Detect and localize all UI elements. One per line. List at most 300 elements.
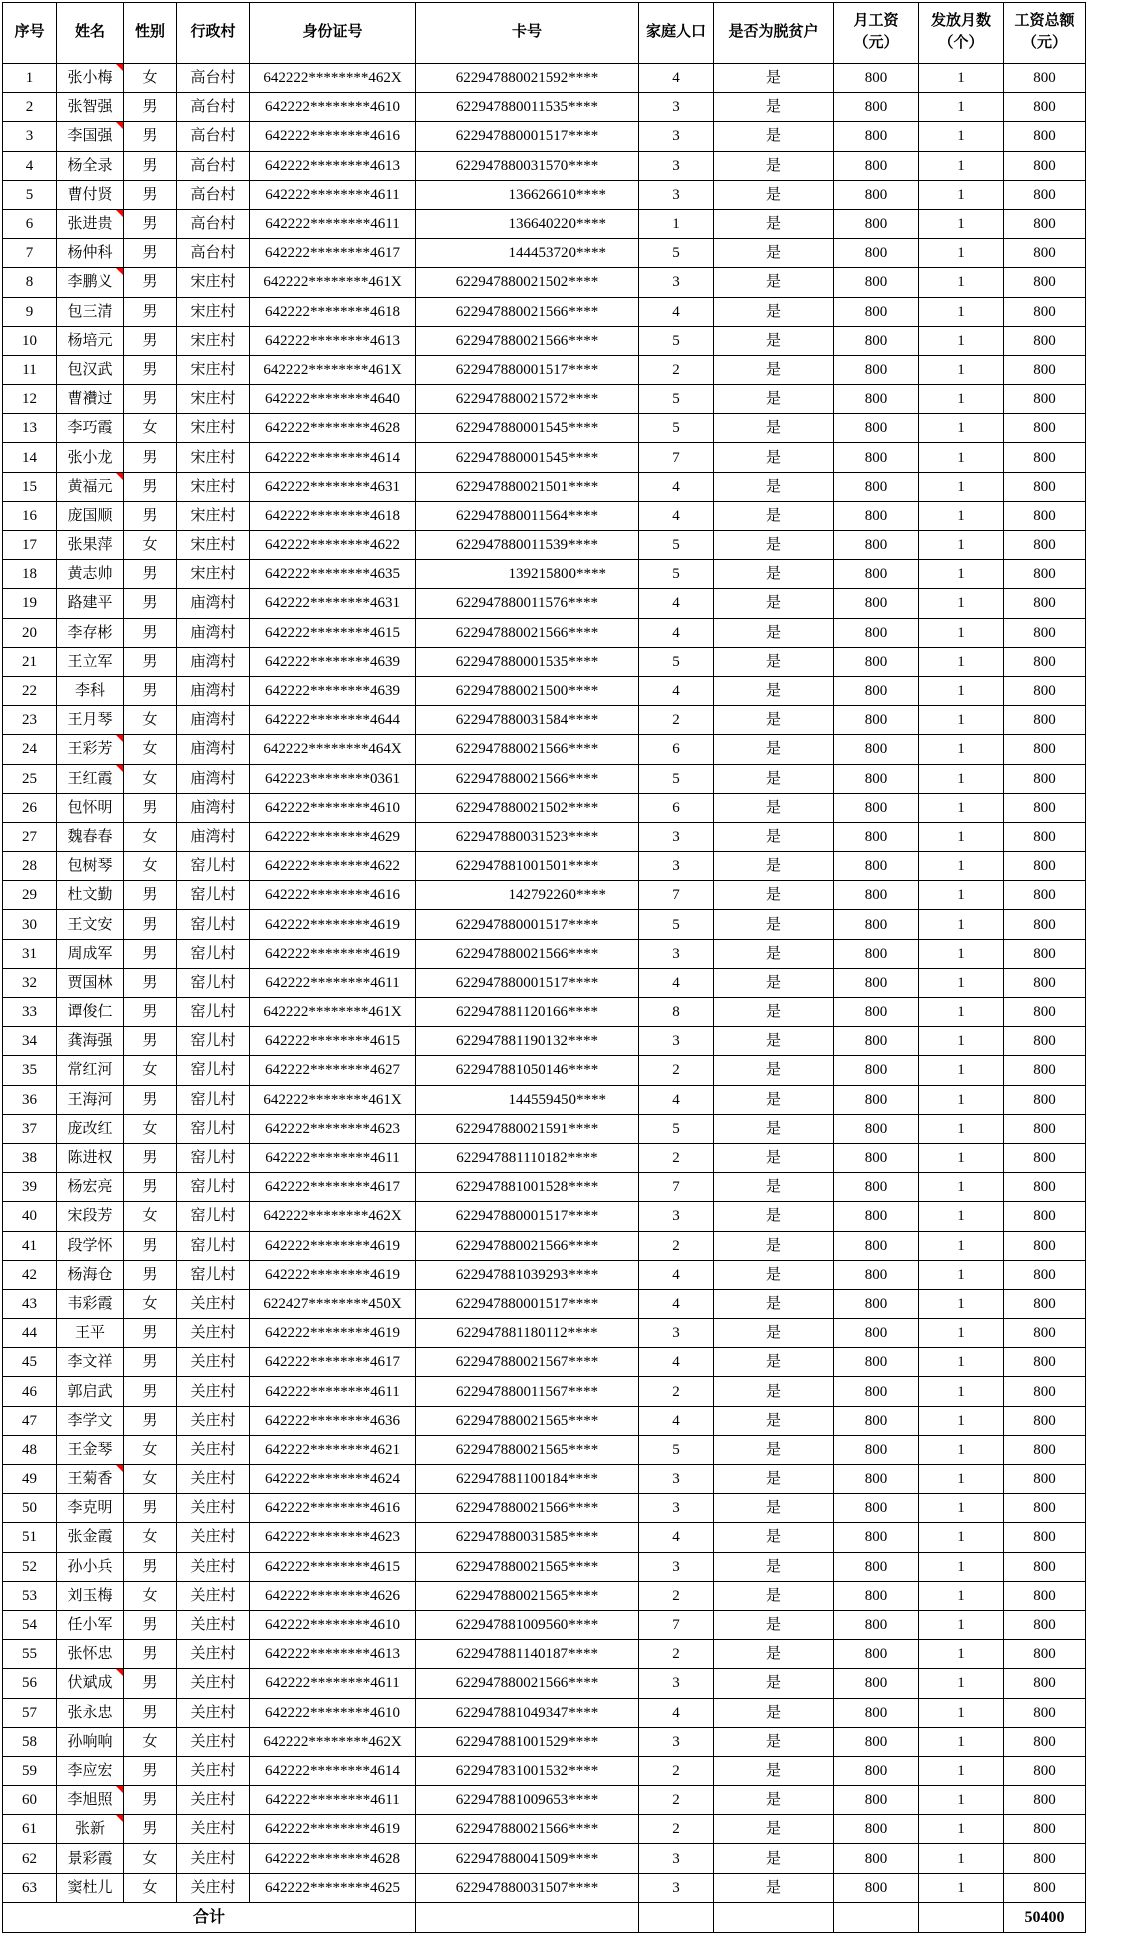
cell-monthly_wage: 800	[834, 968, 919, 997]
cell-poverty_status: 是	[714, 647, 834, 676]
cell-months_paid: 1	[919, 735, 1004, 764]
cell-seq: 61	[3, 1815, 57, 1844]
cell-seq: 63	[3, 1873, 57, 1902]
cell-name: 伏斌成	[57, 1669, 124, 1698]
cell-id_number: 642222********4617	[250, 1173, 416, 1202]
cell-gender: 男	[124, 326, 177, 355]
cell-gender: 女	[124, 64, 177, 93]
cell-poverty_status: 是	[714, 939, 834, 968]
table-row	[3, 1756, 1086, 1785]
cell-name: 王红霞	[57, 764, 124, 793]
cell-months_paid: 1	[919, 1756, 1004, 1785]
cell-monthly_wage: 800	[834, 414, 919, 443]
header-row	[3, 3, 1086, 64]
cell-poverty_status: 是	[714, 1231, 834, 1260]
cell-card_number: 622947881039293****	[416, 1260, 639, 1289]
cell-seq: 10	[3, 326, 57, 355]
cell-id_number: 642222********4623	[250, 1523, 416, 1552]
cell-seq: 1	[3, 64, 57, 93]
cell-name: 李旭照	[57, 1786, 124, 1815]
cell-id_number: 642222********4623	[250, 1114, 416, 1143]
cell-months_paid: 1	[919, 355, 1004, 384]
cell-village: 窑儿村	[177, 939, 250, 968]
cell-id_number: 642222********4640	[250, 385, 416, 414]
cell-poverty_status: 是	[714, 443, 834, 472]
cell-monthly_wage: 800	[834, 326, 919, 355]
header-name: 姓名	[57, 3, 124, 64]
cell-monthly_wage: 800	[834, 180, 919, 209]
cell-total_wage: 800	[1004, 239, 1086, 268]
cell-seq: 34	[3, 1027, 57, 1056]
cell-village: 高台村	[177, 93, 250, 122]
cell-monthly_wage: 800	[834, 1610, 919, 1639]
cell-total_wage: 800	[1004, 939, 1086, 968]
cell-name: 包汉武	[57, 355, 124, 384]
cell-seq: 62	[3, 1844, 57, 1873]
cell-poverty_status: 是	[714, 64, 834, 93]
cell-poverty_status: 是	[714, 326, 834, 355]
cell-name: 张果萍	[57, 531, 124, 560]
cell-id_number: 642222********4619	[250, 910, 416, 939]
cell-seq: 13	[3, 414, 57, 443]
cell-card_number: 622947880031570****	[416, 151, 639, 180]
cell-poverty_status: 是	[714, 268, 834, 297]
cell-name: 杨海仓	[57, 1260, 124, 1289]
cell-monthly_wage: 800	[834, 268, 919, 297]
cell-poverty_status: 是	[714, 1552, 834, 1581]
cell-id_number: 642222********4613	[250, 151, 416, 180]
table-row	[3, 1815, 1086, 1844]
cell-poverty_status: 是	[714, 1173, 834, 1202]
cell-card_number: 622947880001517****	[416, 1289, 639, 1318]
table-row	[3, 1319, 1086, 1348]
cell-id_number: 642222********4611	[250, 1786, 416, 1815]
cell-gender: 男	[124, 998, 177, 1027]
table-row	[3, 1610, 1086, 1639]
cell-card_number: 622947880001517****	[416, 1202, 639, 1231]
cell-gender: 男	[124, 355, 177, 384]
cell-total_wage: 800	[1004, 1815, 1086, 1844]
cell-gender: 女	[124, 1727, 177, 1756]
cell-months_paid: 1	[919, 852, 1004, 881]
cell-family_size: 4	[639, 1348, 714, 1377]
cell-poverty_status: 是	[714, 1085, 834, 1114]
cell-family_size: 3	[639, 268, 714, 297]
cell-months_paid: 1	[919, 1581, 1004, 1610]
cell-card_number: 622947880021566****	[416, 939, 639, 968]
cell-total_wage: 800	[1004, 268, 1086, 297]
cell-card_number: 622947880021500****	[416, 676, 639, 705]
cell-name: 李克明	[57, 1494, 124, 1523]
cell-gender: 男	[124, 151, 177, 180]
cell-gender: 男	[124, 793, 177, 822]
cell-monthly_wage: 800	[834, 589, 919, 618]
cell-village: 宋庄村	[177, 385, 250, 414]
cell-family_size: 3	[639, 1319, 714, 1348]
cell-seq: 5	[3, 180, 57, 209]
table-row	[3, 239, 1086, 268]
cell-seq: 19	[3, 589, 57, 618]
cell-poverty_status: 是	[714, 881, 834, 910]
cell-months_paid: 1	[919, 560, 1004, 589]
table-row	[3, 531, 1086, 560]
cell-family_size: 5	[639, 910, 714, 939]
cell-id_number: 642222********4611	[250, 1669, 416, 1698]
cell-family_size: 4	[639, 1260, 714, 1289]
cell-family_size: 5	[639, 414, 714, 443]
cell-village: 窑儿村	[177, 1231, 250, 1260]
cell-poverty_status: 是	[714, 180, 834, 209]
cell-poverty_status: 是	[714, 209, 834, 238]
cell-seq: 17	[3, 531, 57, 560]
cell-seq: 27	[3, 822, 57, 851]
cell-card_number: 622947880021591****	[416, 1114, 639, 1143]
cell-months_paid: 1	[919, 1494, 1004, 1523]
table-row	[3, 1231, 1086, 1260]
cell-gender: 男	[124, 618, 177, 647]
cell-village: 关庄村	[177, 1640, 250, 1669]
cell-family_size: 2	[639, 706, 714, 735]
cell-id_number: 642222********462X	[250, 1202, 416, 1231]
cell-village: 庙湾村	[177, 735, 250, 764]
cell-seq: 20	[3, 618, 57, 647]
cell-card_number: 622947831001532****	[416, 1756, 639, 1785]
table-row	[3, 1202, 1086, 1231]
cell-months_paid: 1	[919, 1085, 1004, 1114]
cell-village: 关庄村	[177, 1581, 250, 1610]
cell-seq: 7	[3, 239, 57, 268]
total-empty-card_number	[416, 1902, 639, 1932]
cell-id_number: 642222********461X	[250, 355, 416, 384]
cell-card_number: 622947881120166****	[416, 998, 639, 1027]
table-row	[3, 1173, 1086, 1202]
cell-village: 关庄村	[177, 1815, 250, 1844]
cell-name: 王海河	[57, 1085, 124, 1114]
cell-total_wage: 800	[1004, 1610, 1086, 1639]
cell-village: 关庄村	[177, 1377, 250, 1406]
cell-id_number: 642222********4639	[250, 676, 416, 705]
cell-name: 王彩芳	[57, 735, 124, 764]
cell-name: 张进贵	[57, 209, 124, 238]
cell-family_size: 3	[639, 151, 714, 180]
cell-monthly_wage: 800	[834, 1406, 919, 1435]
cell-name: 包树琴	[57, 852, 124, 881]
cell-monthly_wage: 800	[834, 647, 919, 676]
cell-village: 关庄村	[177, 1465, 250, 1494]
cell-village: 关庄村	[177, 1289, 250, 1318]
cell-family_size: 5	[639, 385, 714, 414]
cell-monthly_wage: 800	[834, 297, 919, 326]
cell-family_size: 4	[639, 589, 714, 618]
cell-monthly_wage: 800	[834, 1114, 919, 1143]
cell-family_size: 2	[639, 1056, 714, 1085]
cell-name: 王文安	[57, 910, 124, 939]
cell-poverty_status: 是	[714, 735, 834, 764]
cell-seq: 58	[3, 1727, 57, 1756]
cell-total_wage: 800	[1004, 1143, 1086, 1172]
cell-id_number: 642222********4611	[250, 1377, 416, 1406]
cell-family_size: 7	[639, 881, 714, 910]
cell-card_number: 622947880021566****	[416, 297, 639, 326]
cell-name: 陈进权	[57, 1143, 124, 1172]
cell-seq: 22	[3, 676, 57, 705]
table-row	[3, 647, 1086, 676]
cell-name: 周成军	[57, 939, 124, 968]
cell-gender: 女	[124, 1289, 177, 1318]
cell-card_number: 622947880011564****	[416, 501, 639, 530]
cell-name: 杜文勤	[57, 881, 124, 910]
cell-family_size: 3	[639, 939, 714, 968]
cell-monthly_wage: 800	[834, 793, 919, 822]
cell-total_wage: 800	[1004, 1581, 1086, 1610]
cell-id_number: 642222********4610	[250, 93, 416, 122]
table-row	[3, 151, 1086, 180]
cell-poverty_status: 是	[714, 589, 834, 618]
cell-monthly_wage: 800	[834, 1027, 919, 1056]
cell-months_paid: 1	[919, 1143, 1004, 1172]
cell-card_number: 136640220****	[416, 209, 639, 238]
cell-id_number: 642223********0361	[250, 764, 416, 793]
cell-months_paid: 1	[919, 1319, 1004, 1348]
table-row	[3, 1581, 1086, 1610]
cell-monthly_wage: 800	[834, 1202, 919, 1231]
cell-family_size: 4	[639, 472, 714, 501]
cell-gender: 女	[124, 1435, 177, 1464]
cell-name: 王平	[57, 1319, 124, 1348]
table-row	[3, 939, 1086, 968]
cell-family_size: 5	[639, 326, 714, 355]
table-row	[3, 764, 1086, 793]
cell-id_number: 642222********4625	[250, 1873, 416, 1902]
cell-village: 窑儿村	[177, 1027, 250, 1056]
cell-total_wage: 800	[1004, 122, 1086, 151]
cell-gender: 男	[124, 647, 177, 676]
table-row	[3, 881, 1086, 910]
cell-months_paid: 1	[919, 501, 1004, 530]
cell-seq: 33	[3, 998, 57, 1027]
cell-poverty_status: 是	[714, 531, 834, 560]
cell-id_number: 642222********4635	[250, 560, 416, 589]
cell-months_paid: 1	[919, 1727, 1004, 1756]
cell-total_wage: 800	[1004, 472, 1086, 501]
cell-card_number: 622947880021566****	[416, 1494, 639, 1523]
cell-card_number: 622947880021592****	[416, 64, 639, 93]
cell-village: 宋庄村	[177, 355, 250, 384]
cell-gender: 男	[124, 1815, 177, 1844]
cell-family_size: 8	[639, 998, 714, 1027]
cell-name: 龚海强	[57, 1027, 124, 1056]
cell-village: 关庄村	[177, 1348, 250, 1377]
table-row	[3, 706, 1086, 735]
cell-family_size: 3	[639, 1727, 714, 1756]
cell-family_size: 3	[639, 1844, 714, 1873]
cell-family_size: 3	[639, 822, 714, 851]
cell-village: 关庄村	[177, 1786, 250, 1815]
cell-village: 庙湾村	[177, 793, 250, 822]
cell-poverty_status: 是	[714, 414, 834, 443]
cell-gender: 男	[124, 1610, 177, 1639]
cell-gender: 男	[124, 676, 177, 705]
cell-months_paid: 1	[919, 910, 1004, 939]
cell-card_number: 622947880031523****	[416, 822, 639, 851]
cell-seq: 39	[3, 1173, 57, 1202]
cell-village: 窑儿村	[177, 881, 250, 910]
cell-card_number: 144559450****	[416, 1085, 639, 1114]
cell-village: 关庄村	[177, 1523, 250, 1552]
table-row	[3, 443, 1086, 472]
cell-family_size: 5	[639, 239, 714, 268]
cell-family_size: 4	[639, 1406, 714, 1435]
cell-family_size: 4	[639, 1289, 714, 1318]
cell-total_wage: 800	[1004, 706, 1086, 735]
cell-poverty_status: 是	[714, 151, 834, 180]
table-row	[3, 326, 1086, 355]
cell-gender: 男	[124, 560, 177, 589]
cell-id_number: 642222********4628	[250, 414, 416, 443]
cell-card_number: 622947881001529****	[416, 1727, 639, 1756]
table-row	[3, 501, 1086, 530]
cell-id_number: 642222********4618	[250, 501, 416, 530]
table-row	[3, 64, 1086, 93]
cell-months_paid: 1	[919, 239, 1004, 268]
cell-village: 窑儿村	[177, 1173, 250, 1202]
cell-card_number: 622947880001517****	[416, 122, 639, 151]
cell-name: 贾国林	[57, 968, 124, 997]
cell-months_paid: 1	[919, 1260, 1004, 1289]
cell-months_paid: 1	[919, 443, 1004, 472]
cell-seq: 18	[3, 560, 57, 589]
cell-months_paid: 1	[919, 1202, 1004, 1231]
cell-village: 宋庄村	[177, 501, 250, 530]
cell-total_wage: 800	[1004, 910, 1086, 939]
table-row	[3, 1435, 1086, 1464]
cell-village: 窑儿村	[177, 852, 250, 881]
cell-id_number: 642222********4619	[250, 1260, 416, 1289]
cell-monthly_wage: 800	[834, 151, 919, 180]
cell-months_paid: 1	[919, 93, 1004, 122]
table-row	[3, 1027, 1086, 1056]
cell-total_wage: 800	[1004, 1727, 1086, 1756]
cell-card_number: 622947880021567****	[416, 1348, 639, 1377]
cell-total_wage: 800	[1004, 1231, 1086, 1260]
cell-id_number: 642222********462X	[250, 64, 416, 93]
cell-poverty_status: 是	[714, 385, 834, 414]
total-row	[3, 1902, 1086, 1932]
cell-total_wage: 800	[1004, 881, 1086, 910]
cell-family_size: 5	[639, 1435, 714, 1464]
cell-poverty_status: 是	[714, 1260, 834, 1289]
cell-family_size: 4	[639, 1523, 714, 1552]
cell-seq: 8	[3, 268, 57, 297]
cell-monthly_wage: 800	[834, 1844, 919, 1873]
cell-monthly_wage: 800	[834, 560, 919, 589]
cell-village: 窑儿村	[177, 1114, 250, 1143]
cell-village: 庙湾村	[177, 764, 250, 793]
cell-name: 张小龙	[57, 443, 124, 472]
cell-total_wage: 800	[1004, 1202, 1086, 1231]
table-row	[3, 1786, 1086, 1815]
cell-total_wage: 800	[1004, 1698, 1086, 1727]
cell-id_number: 642222********4610	[250, 1610, 416, 1639]
cell-gender: 男	[124, 1640, 177, 1669]
cell-monthly_wage: 800	[834, 122, 919, 151]
cell-seq: 42	[3, 1260, 57, 1289]
cell-village: 庙湾村	[177, 822, 250, 851]
cell-village: 高台村	[177, 180, 250, 209]
cell-seq: 53	[3, 1581, 57, 1610]
cell-name: 李文祥	[57, 1348, 124, 1377]
cell-monthly_wage: 800	[834, 501, 919, 530]
cell-monthly_wage: 800	[834, 676, 919, 705]
cell-gender: 女	[124, 1873, 177, 1902]
cell-months_paid: 1	[919, 472, 1004, 501]
cell-gender: 男	[124, 1406, 177, 1435]
cell-family_size: 2	[639, 1377, 714, 1406]
cell-seq: 43	[3, 1289, 57, 1318]
cell-months_paid: 1	[919, 385, 1004, 414]
cell-poverty_status: 是	[714, 501, 834, 530]
cell-id_number: 642222********4611	[250, 1143, 416, 1172]
cell-total_wage: 800	[1004, 1348, 1086, 1377]
cell-id_number: 642222********4636	[250, 1406, 416, 1435]
cell-total_wage: 800	[1004, 1756, 1086, 1785]
cell-name: 任小军	[57, 1610, 124, 1639]
cell-family_size: 3	[639, 1465, 714, 1494]
cell-monthly_wage: 800	[834, 1348, 919, 1377]
cell-total_wage: 800	[1004, 1552, 1086, 1581]
cell-village: 关庄村	[177, 1698, 250, 1727]
cell-card_number: 622947880011576****	[416, 589, 639, 618]
cell-village: 关庄村	[177, 1610, 250, 1639]
cell-monthly_wage: 800	[834, 1377, 919, 1406]
table-row	[3, 1523, 1086, 1552]
cell-id_number: 642222********4615	[250, 1027, 416, 1056]
cell-gender: 男	[124, 1552, 177, 1581]
cell-id_number: 642222********462X	[250, 1727, 416, 1756]
cell-poverty_status: 是	[714, 1727, 834, 1756]
cell-name: 谭俊仁	[57, 998, 124, 1027]
cell-gender: 女	[124, 1056, 177, 1085]
cell-months_paid: 1	[919, 1289, 1004, 1318]
cell-village: 关庄村	[177, 1552, 250, 1581]
total-label: 合计	[3, 1902, 416, 1932]
cell-gender: 男	[124, 385, 177, 414]
header-monthly_wage: 月工资 （元）	[834, 3, 919, 64]
cell-poverty_status: 是	[714, 1815, 834, 1844]
cell-village: 庙湾村	[177, 647, 250, 676]
cell-card_number: 622947880021566****	[416, 735, 639, 764]
cell-name: 杨宏亮	[57, 1173, 124, 1202]
cell-id_number: 642222********4619	[250, 1231, 416, 1260]
cell-gender: 男	[124, 881, 177, 910]
cell-months_paid: 1	[919, 618, 1004, 647]
cell-name: 张小梅	[57, 64, 124, 93]
cell-gender: 女	[124, 1465, 177, 1494]
cell-village: 宋庄村	[177, 472, 250, 501]
cell-total_wage: 800	[1004, 1319, 1086, 1348]
cell-months_paid: 1	[919, 1056, 1004, 1085]
table-row	[3, 560, 1086, 589]
cell-village: 窑儿村	[177, 998, 250, 1027]
cell-poverty_status: 是	[714, 472, 834, 501]
cell-family_size: 2	[639, 1756, 714, 1785]
cell-total_wage: 800	[1004, 793, 1086, 822]
cell-gender: 男	[124, 122, 177, 151]
cell-family_size: 4	[639, 1085, 714, 1114]
table-row	[3, 385, 1086, 414]
cell-village: 窑儿村	[177, 1056, 250, 1085]
cell-gender: 男	[124, 1319, 177, 1348]
